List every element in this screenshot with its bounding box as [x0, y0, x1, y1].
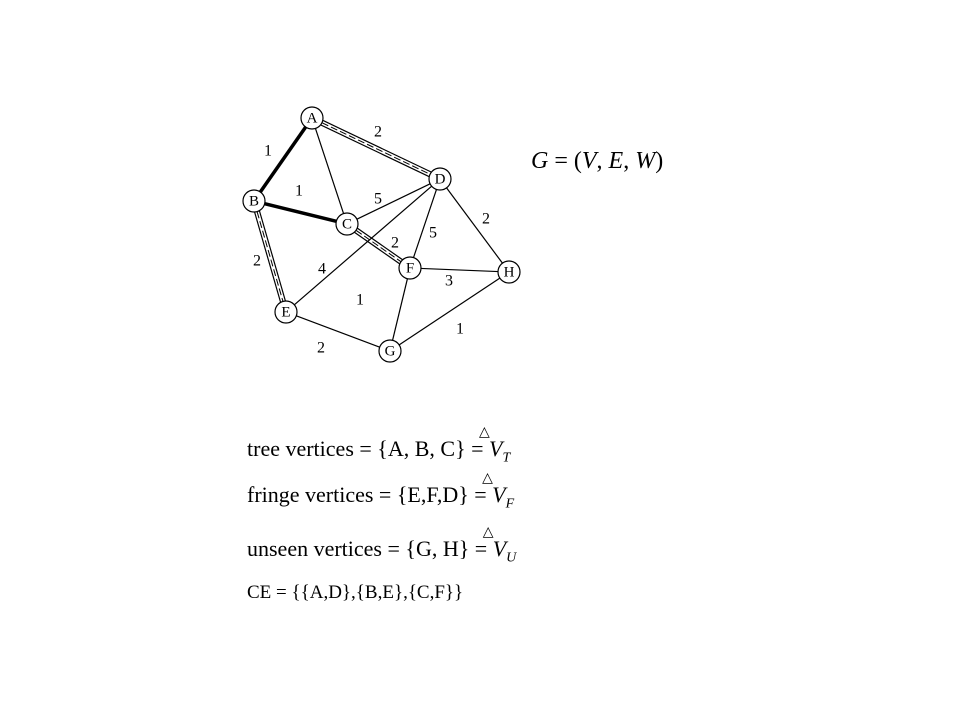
- edge-F-G: [393, 279, 408, 341]
- edge-weight-A-D: 2: [374, 123, 382, 141]
- edge-weight-F-G: 1: [356, 291, 364, 309]
- graph-symbol: G: [531, 148, 549, 174]
- edge-weight-B-C: 1: [295, 182, 303, 200]
- node-B: [243, 190, 265, 212]
- node-H: [498, 261, 520, 283]
- node-label-D: D: [434, 171, 446, 188]
- node-label-G: G: [384, 343, 396, 360]
- edge-weight-C-D: 5: [374, 190, 382, 208]
- fringe-set-symbol: V: [492, 482, 506, 507]
- node-G: [379, 340, 401, 362]
- edge-weight-D-F: 5: [429, 224, 437, 242]
- edge-D-H: [447, 188, 503, 263]
- weight-symbol: W: [635, 148, 656, 174]
- tree-set-symbol: V: [489, 436, 503, 461]
- graph-definition: [531, 148, 663, 175]
- fringe-vertices-text: fringe vertices = {E,F,D} =: [247, 482, 493, 507]
- edge-E-G: [296, 316, 379, 347]
- unseen-vertices-text: unseen vertices = {G, H} =: [247, 536, 493, 561]
- edge-weight-B-E: 2: [253, 252, 261, 270]
- node-D: [429, 168, 451, 190]
- edge-weight-A-B: 1: [264, 142, 272, 160]
- unseen-set-symbol: V: [492, 536, 507, 561]
- tree-set-subscript: T: [502, 450, 511, 466]
- unseen-vertices-line: [247, 525, 517, 566]
- node-A: [301, 107, 323, 129]
- node-E: [275, 301, 297, 323]
- node-label-E: E: [281, 304, 291, 321]
- defined-as-triangle-icon: △: [482, 525, 494, 540]
- title-comma-1: ,: [596, 148, 609, 174]
- edge-A-C: [315, 128, 343, 213]
- tree-vertices-text: tree vertices = {A, B, C} =: [247, 436, 490, 461]
- defined-as-triangle-icon: △: [482, 471, 493, 486]
- candidate-edges-line: CE = {{A,D},{B,E},{C,F}}: [247, 582, 464, 603]
- edge-D-E: [294, 186, 431, 305]
- node-label-A: A: [306, 110, 318, 127]
- title-comma-2: ,: [623, 148, 636, 174]
- edge-weight-D-H: 2: [482, 210, 490, 228]
- node-label-H: H: [503, 264, 515, 281]
- defined-as-triangle-icon: △: [479, 425, 490, 440]
- edge-B-C: [265, 204, 337, 222]
- title-eq: = (: [548, 148, 582, 174]
- title-close: ): [655, 148, 664, 174]
- edge-F-H: [421, 268, 498, 271]
- edge-weight-D-E: 4: [318, 260, 326, 278]
- tree-vertices-line: [247, 425, 511, 466]
- edge-C-D: [357, 184, 430, 219]
- node-label-F: F: [405, 260, 415, 277]
- edge-weight-G-H: 1: [456, 320, 464, 338]
- node-label-B: B: [248, 193, 260, 210]
- vertex-set-symbol: V: [581, 148, 597, 174]
- unseen-set-subscript: U: [506, 550, 517, 566]
- edge-weight-C-F: 2: [391, 234, 399, 252]
- edge-weight-E-G: 2: [317, 339, 325, 357]
- edge-set-symbol: E: [608, 148, 624, 174]
- node-label-C: C: [341, 216, 353, 233]
- fringe-set-subscript: F: [505, 496, 515, 512]
- node-F: [399, 257, 421, 279]
- node-C: [336, 213, 358, 235]
- fringe-vertices-line: [247, 471, 515, 512]
- edge-weight-F-H: 3: [445, 272, 453, 290]
